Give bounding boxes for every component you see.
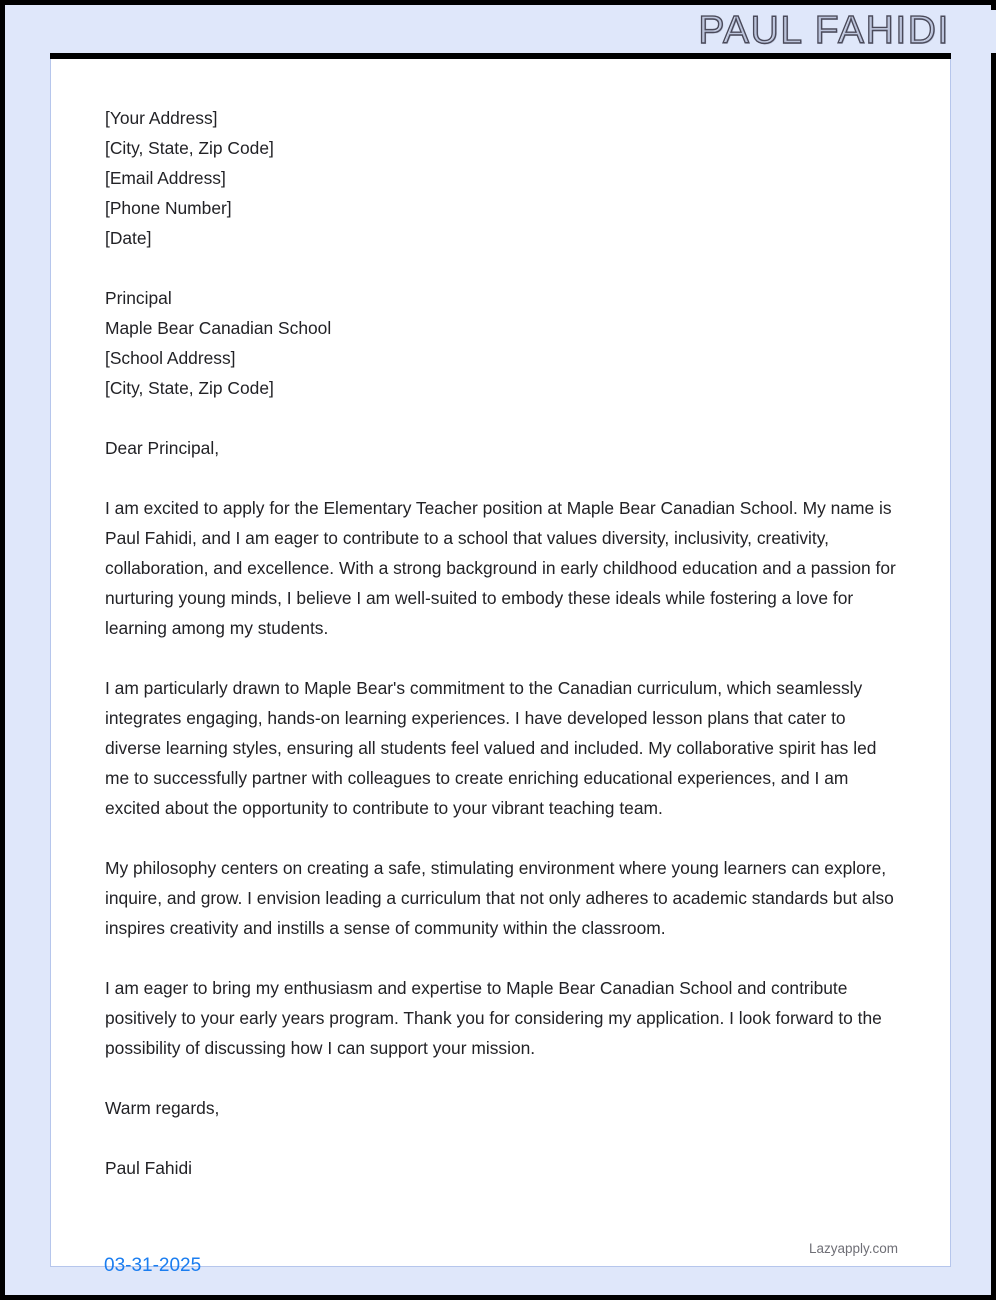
- recipient-address-line: Maple Bear Canadian School: [105, 318, 332, 338]
- body-paragraph: I am eager to bring my enthusiasm and expertise to Maple Bear Canadian School and contribute positively to your early years program. Thank you for considering my application. I look forward to the possibility of discussing how I can support your mission.: [105, 978, 882, 1058]
- letter-sheet: [50, 59, 951, 1267]
- body-paragraph: I am excited to apply for the Elementary Teacher position at Maple Bear Canadian School. My name is Paul Fahidi, and I am eager to contribute to a school that values diversity, inclusivity, creativity, collaboration, and excellence. With a strong background in early childhood education and a passion for nurturing young minds, I believe I am well-suited to embody these ideals while fostering a love for learning among my students.: [105, 498, 896, 638]
- recipient-address-line: [School Address]: [105, 348, 236, 368]
- recipient-address-line: [City, State, Zip Code]: [105, 378, 274, 398]
- salutation: Dear Principal,: [105, 438, 220, 458]
- page-title: PAUL FAHIDI: [698, 9, 950, 52]
- recipient-address-line: Principal: [105, 288, 172, 308]
- date-stamp: 03-31-2025: [104, 1255, 202, 1276]
- sender-address-line: [Email Address]: [105, 168, 226, 188]
- signature-name: Paul Fahidi: [105, 1158, 193, 1178]
- closing: Warm regards,: [105, 1098, 220, 1118]
- header-band: [10, 10, 996, 53]
- sender-address-line: [Phone Number]: [105, 198, 232, 218]
- sender-address-line: [City, State, Zip Code]: [105, 138, 274, 158]
- sender-address-block: [105, 103, 901, 253]
- sender-address-line: [Your Address]: [105, 108, 218, 128]
- recipient-address-block: [105, 283, 901, 403]
- spacer: [105, 403, 901, 433]
- sender-address-line: [Date]: [105, 228, 152, 248]
- body-paragraph: My philosophy centers on creating a safe, stimulating environment where young learners can explore, inquire, and grow. I envision leading a curriculum that not only adheres to academic standards but also inspires creativity and instills a sense of community within the classroom.: [105, 858, 894, 938]
- spacer: [105, 253, 901, 283]
- watermark: Lazyapply.com: [808, 1241, 898, 1256]
- letter-body: [105, 103, 901, 1183]
- body-paragraph: I am particularly drawn to Maple Bear's commitment to the Canadian curriculum, which seamlessly integrates engaging, hands-on learning experiences. I have developed lesson plans that cater to diverse learning styles, ensuring all students feel valued and included. My collaborative spirit has led me to successfully partner with colleagues to create enriching educational experiences, and I am excited about the opportunity to contribute to your vibrant teaching team.: [105, 678, 877, 818]
